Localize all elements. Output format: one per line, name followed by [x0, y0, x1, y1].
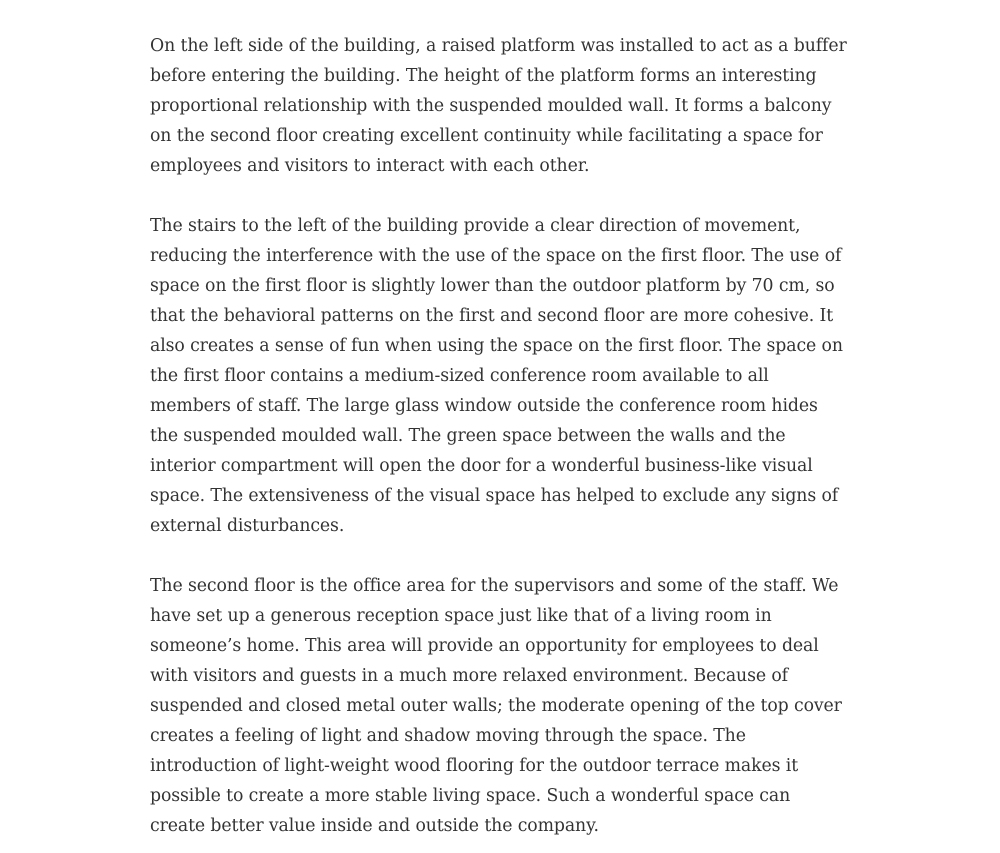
paragraph-second-floor: The second floor is the office area for the supervisors and some of the staff. We have set up a generous reception space just like that of a living room in someone’s home. This area will provide an opportunity for employees to deal with visitors and guests in a much more relaxed environment. Because of suspended and closed metal outer walls; the moderate opening of the top cover creates a feeling of light and shadow moving through the space. The introduction of light-weight wood flooring for the outdoor terrace makes it possible to create a more stable living space. Such a wonderful space can create better value inside and outside the company. — [150, 576, 842, 836]
paragraph-platform: On the left side of the building, a raised platform was installed to act as a buffer before entering the building. The height of the platform forms an interesting proportional relationship with the suspended moulded wall. It forms a balcony on the second floor creating excellent continuity while facilitating a space for employees and visitors to interact with each other. — [150, 36, 847, 176]
paragraph-first-floor: The stairs to the left of the building provide a clear direction of movement, reducing the interference with the use of the space on the first floor. The use of space on the first floor is slightly lower than the outdoor platform by 70 cm, so that the behavioral patterns on the first and second floor are more cohesive. It also creates a sense of fun when using the space on the first floor. The space on the first floor contains a medium-sized conference room available to all members of staff. The large glass window outside the conference room hides the suspended moulded wall. The green space between the walls and the interior compartment will open the door for a wonderful business-like visual space. The extensiveness of the visual space has helped to exclude any signs of external disturbances. — [150, 216, 843, 536]
article-body — [150, 31, 850, 841]
